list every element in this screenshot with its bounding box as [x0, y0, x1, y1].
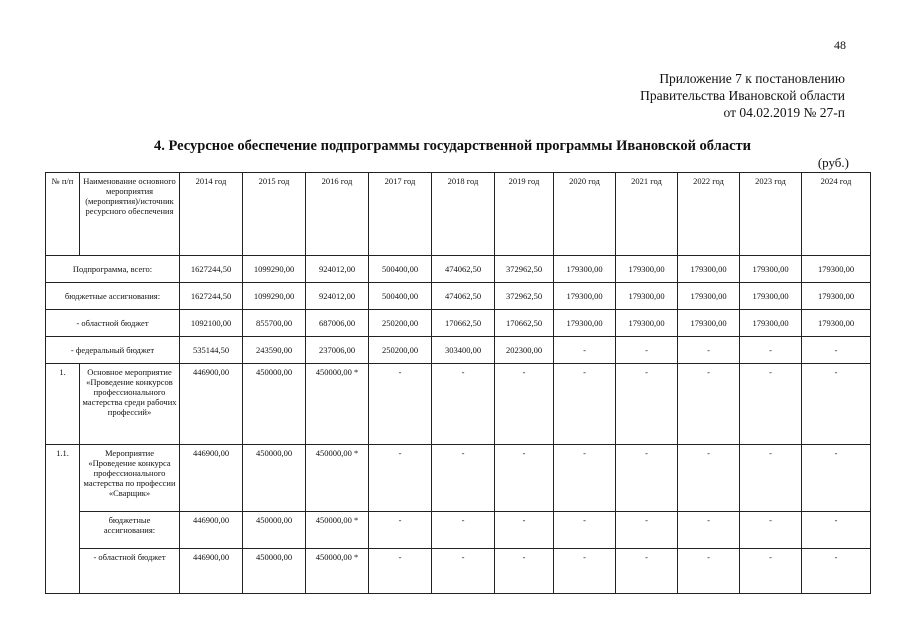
table-cell: 303400,00 — [432, 337, 495, 364]
table-cell: 474062,50 — [432, 256, 495, 283]
row-number: 1.1. — [46, 445, 80, 512]
row-name: бюджетные ассигнования: — [80, 512, 180, 549]
appendix-header — [640, 70, 845, 121]
table-cell: - — [678, 337, 740, 364]
table-cell: - — [802, 337, 871, 364]
appendix-line-2: Правительства Ивановской области — [640, 88, 845, 103]
table-cell: - — [554, 445, 616, 512]
table-cell: - — [495, 445, 554, 512]
table-cell: 179300,00 — [616, 310, 678, 337]
table-cell: 500400,00 — [369, 283, 432, 310]
table-cell: - — [369, 445, 432, 512]
row-label: - федеральный бюджет — [46, 337, 180, 364]
table-row — [46, 337, 871, 364]
table-cell: - — [495, 549, 554, 594]
table-cell: 179300,00 — [740, 310, 802, 337]
header-year-2024: 2024 год — [802, 173, 871, 256]
table-cell: 179300,00 — [740, 283, 802, 310]
header-year-2018: 2018 год — [432, 173, 495, 256]
table-cell: 243590,00 — [243, 337, 306, 364]
table-cell: 372962,50 — [495, 283, 554, 310]
header-year-2017: 2017 год — [369, 173, 432, 256]
row-name: Мероприятие «Проведение конкурса профессионального мастерства по профессии «Сварщик» — [80, 445, 180, 512]
table-cell: 1627244,50 — [180, 256, 243, 283]
table-cell: - — [802, 549, 871, 594]
document-title: 4. Ресурсное обеспечение подпрограммы государственной программы Ивановской области — [153, 138, 751, 154]
table-cell: - — [369, 512, 432, 549]
table-cell: 237006,00 — [306, 337, 369, 364]
table-cell: - — [432, 512, 495, 549]
table-cell: 179300,00 — [740, 256, 802, 283]
table-row — [46, 512, 871, 549]
table-cell: 500400,00 — [369, 256, 432, 283]
header-num: № п/п — [46, 173, 80, 256]
table-cell: 446900,00 — [180, 549, 243, 594]
table-cell: 1099290,00 — [243, 256, 306, 283]
row-label: бюджетные ассигнования: — [46, 283, 180, 310]
table-cell: - — [740, 549, 802, 594]
table-cell: 855700,00 — [243, 310, 306, 337]
table-cell: 179300,00 — [554, 310, 616, 337]
table-cell: 924012,00 — [306, 256, 369, 283]
table-cell: 179300,00 — [678, 310, 740, 337]
table-cell: 179300,00 — [616, 283, 678, 310]
table-cell: - — [369, 549, 432, 594]
table-cell: 446900,00 — [180, 512, 243, 549]
table-cell: 446900,00 — [180, 364, 243, 445]
table-cell: - — [554, 549, 616, 594]
table-cell: - — [432, 445, 495, 512]
table-cell: 450000,00 * — [306, 549, 369, 594]
table-cell: - — [616, 512, 678, 549]
table-cell: 179300,00 — [802, 256, 871, 283]
row-label: - областной бюджет — [46, 310, 180, 337]
table-cell: - — [616, 364, 678, 445]
table-cell: - — [369, 364, 432, 445]
table-row — [46, 283, 871, 310]
table-cell: - — [554, 364, 616, 445]
table-cell: - — [740, 512, 802, 549]
table-cell: 450000,00 — [243, 364, 306, 445]
table-cell: 1099290,00 — [243, 283, 306, 310]
table-cell: - — [495, 512, 554, 549]
table-cell: - — [616, 445, 678, 512]
table-cell: - — [554, 337, 616, 364]
table-cell: - — [678, 445, 740, 512]
table-cell: 179300,00 — [678, 283, 740, 310]
row-number: 1. — [46, 364, 80, 445]
table-cell: 179300,00 — [554, 256, 616, 283]
table-cell: 450000,00 — [243, 512, 306, 549]
header-year-2022: 2022 год — [678, 173, 740, 256]
table-cell: - — [554, 512, 616, 549]
header-year-2019: 2019 год — [495, 173, 554, 256]
currency-unit: (руб.) — [817, 155, 849, 170]
table-row — [46, 364, 871, 445]
table-cell: - — [432, 549, 495, 594]
table-cell: 170662,50 — [495, 310, 554, 337]
table-cell: - — [616, 337, 678, 364]
table-cell: 179300,00 — [802, 283, 871, 310]
appendix-line-1: Приложение 7 к постановлению — [659, 71, 845, 86]
table-cell: 202300,00 — [495, 337, 554, 364]
table-cell: - — [678, 364, 740, 445]
appendix-line-3: от 04.02.2019 № 27-п — [723, 105, 845, 120]
table-cell: 1627244,50 — [180, 283, 243, 310]
header-year-2016: 2016 год — [306, 173, 369, 256]
table-cell: - — [678, 512, 740, 549]
table-cell: 474062,50 — [432, 283, 495, 310]
table-cell: 170662,50 — [432, 310, 495, 337]
table-cell: 535144,50 — [180, 337, 243, 364]
row-name: Основное мероприятие «Проведение конкурсов профессионального мастерства среди рабочих профессий» — [80, 364, 180, 445]
header-year-2014: 2014 год — [180, 173, 243, 256]
table-cell: 250200,00 — [369, 337, 432, 364]
header-year-2020: 2020 год — [554, 173, 616, 256]
table-cell: 450000,00 * — [306, 445, 369, 512]
table-cell: - — [802, 445, 871, 512]
table-cell: 179300,00 — [554, 283, 616, 310]
table-cell: - — [740, 445, 802, 512]
table-cell: 450000,00 * — [306, 512, 369, 549]
table-header-row — [46, 173, 871, 256]
header-year-2015: 2015 год — [243, 173, 306, 256]
row-number — [46, 512, 80, 549]
table-cell: 372962,50 — [495, 256, 554, 283]
table-cell: 924012,00 — [306, 283, 369, 310]
header-year-2023: 2023 год — [740, 173, 802, 256]
header-name: Наименование основного мероприятия (мероприятия)/источник ресурсного обеспечения — [80, 173, 180, 256]
table-row — [46, 445, 871, 512]
table-cell: 446900,00 — [180, 445, 243, 512]
table-cell: - — [802, 512, 871, 549]
table-cell: - — [740, 364, 802, 445]
table-cell: 179300,00 — [616, 256, 678, 283]
table-cell: - — [495, 364, 554, 445]
table-cell: 179300,00 — [678, 256, 740, 283]
table-cell: 179300,00 — [802, 310, 871, 337]
row-name: - областной бюджет — [80, 549, 180, 594]
resource-table — [45, 172, 871, 594]
table-cell: - — [802, 364, 871, 445]
header-year-2021: 2021 год — [616, 173, 678, 256]
table-row — [46, 310, 871, 337]
table-cell: - — [678, 549, 740, 594]
row-number — [46, 549, 80, 594]
table-cell: 687006,00 — [306, 310, 369, 337]
table-cell: 1092100,00 — [180, 310, 243, 337]
table-cell: 450000,00 — [243, 445, 306, 512]
table-cell: 450000,00 — [243, 549, 306, 594]
table-row — [46, 256, 871, 283]
table-cell: 250200,00 — [369, 310, 432, 337]
table-cell: - — [432, 364, 495, 445]
table-cell: - — [740, 337, 802, 364]
row-label: Подпрограмма, всего: — [46, 256, 180, 283]
table-cell: - — [616, 549, 678, 594]
table-cell: 450000,00 * — [306, 364, 369, 445]
table-row — [46, 549, 871, 594]
page-number: 48 — [834, 38, 846, 52]
